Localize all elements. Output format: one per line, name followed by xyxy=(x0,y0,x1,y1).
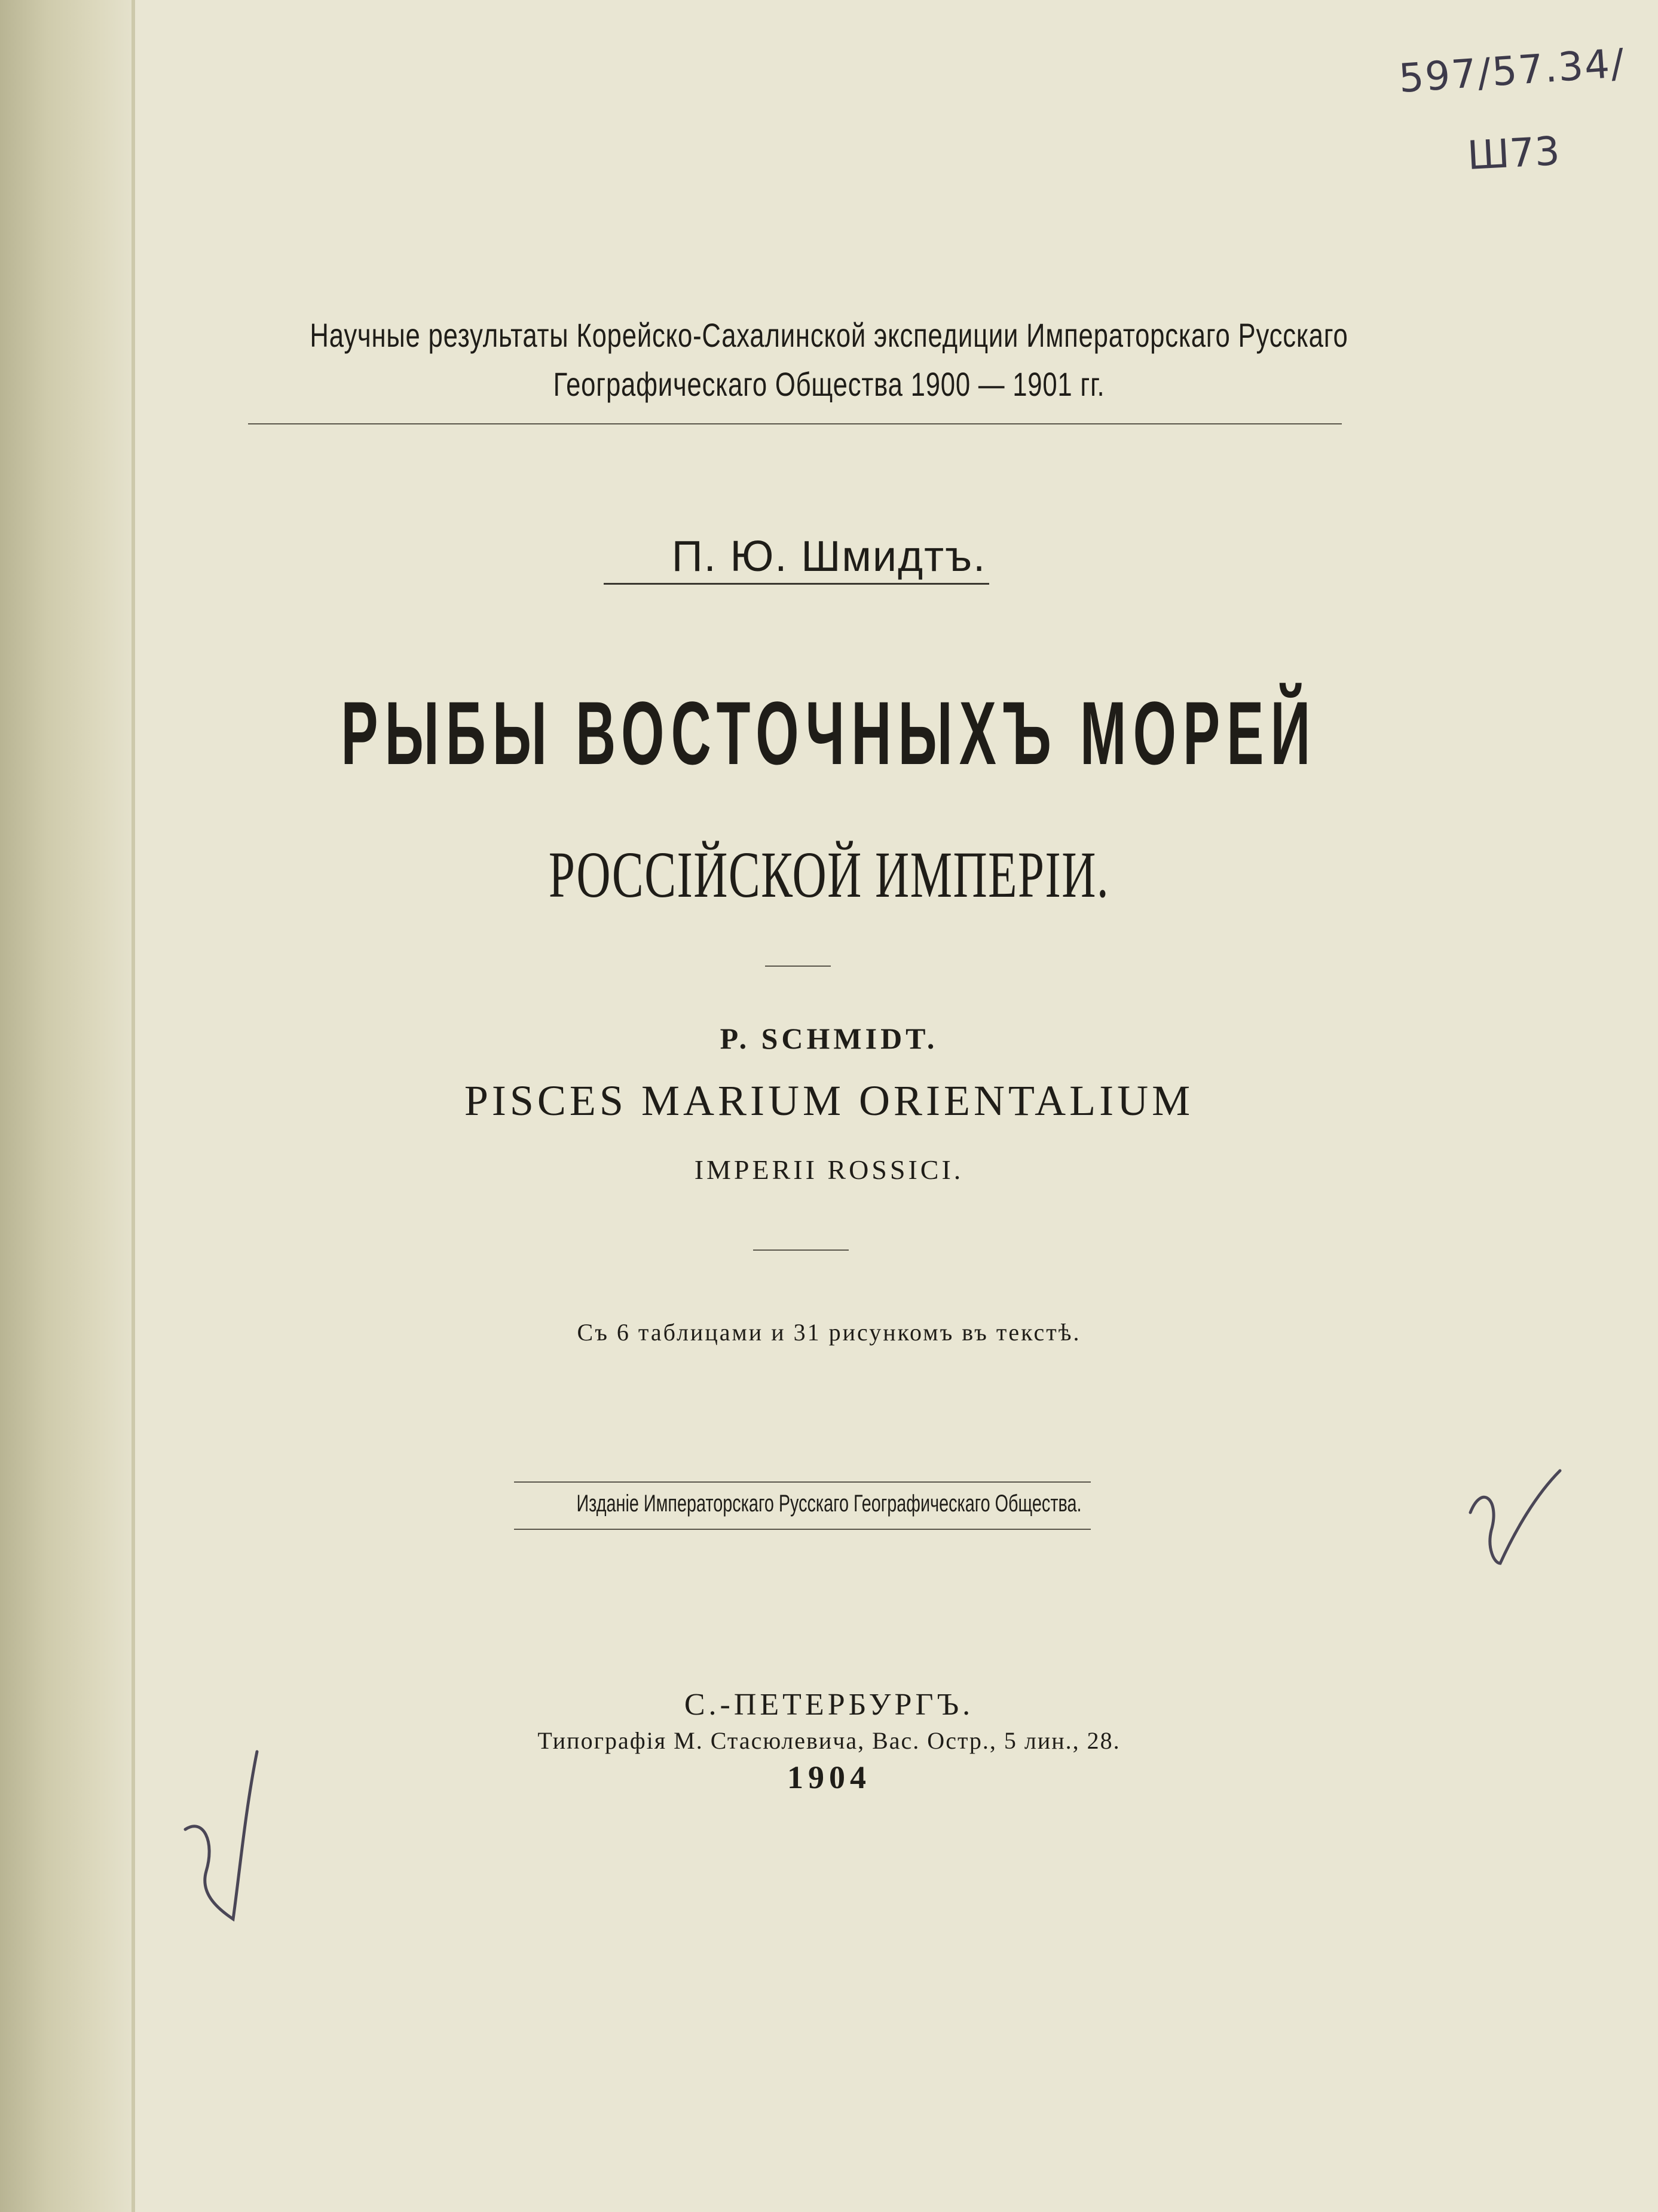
header-rule xyxy=(248,423,1342,424)
short-divider-1 xyxy=(765,966,831,967)
pencil-checkmark-left-icon xyxy=(173,1740,275,1931)
subtitle-latin: IMPERII ROSSICI. xyxy=(694,1154,964,1185)
series-title-line-1: Научные результаты Корейско-Сахалинской экспедиции Императорскаго Русскаго xyxy=(310,316,1348,354)
author-underline xyxy=(604,583,989,585)
main-title-russian: РЫБЫ ВОСТОЧНЫХЪ МОРЕЙ xyxy=(341,683,1317,783)
publisher-top-rule xyxy=(514,1481,1091,1483)
pencil-checkmark-right-icon xyxy=(1458,1459,1566,1590)
plates-and-figures-note: Съ 6 таблицами и 31 рисункомъ въ текстѣ. xyxy=(577,1319,1081,1346)
handwritten-shelfmark-code: Ш73 xyxy=(1466,128,1561,179)
handwritten-shelfmark: 597/57.34/ xyxy=(1397,39,1627,102)
imprint-city: С.-ПЕТЕРБУРГЪ. xyxy=(684,1688,974,1722)
imprint-year: 1904 xyxy=(787,1759,871,1795)
author-name-latin: P. SCHMIDT. xyxy=(720,1022,938,1055)
publisher-bottom-rule xyxy=(514,1529,1091,1530)
imprint-printer: Типографія М. Стасюлевича, Вас. Остр., 5 лин., 28. xyxy=(537,1727,1121,1754)
main-title-latin: PISCES MARIUM ORIENTALIUM xyxy=(464,1077,1194,1125)
publisher-note: Изданіе Императорскаго Русскаго Географическаго Общества. xyxy=(576,1490,1082,1517)
series-title-line-2: Географическаго Общества 1900 — 1901 гг. xyxy=(553,365,1105,403)
subtitle-russian: РОССІЙСКОЙ ИМПЕРІИ. xyxy=(548,838,1110,911)
short-divider-2 xyxy=(753,1249,849,1251)
author-name-russian: П. Ю. Шмидтъ. xyxy=(671,533,987,581)
